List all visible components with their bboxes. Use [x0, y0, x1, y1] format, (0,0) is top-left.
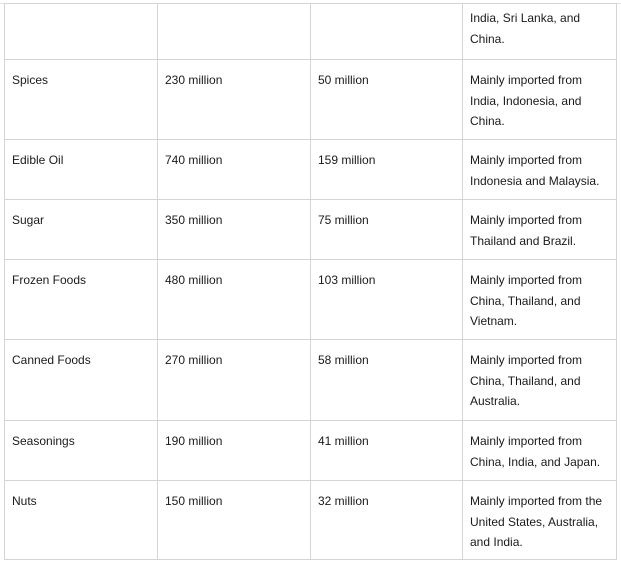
table-row: [5, 200, 617, 260]
value-cell: [311, 4, 463, 60]
value-cell: 41 million: [311, 421, 463, 481]
volume-cell: 350 million: [158, 200, 311, 260]
sources-line: China, Thailand, and: [470, 293, 581, 308]
sources-line: Mainly imported from: [470, 153, 583, 167]
sources-line: Thailand and Brazil.: [470, 233, 577, 248]
category-cell: Seasonings: [5, 421, 158, 481]
sources-line: Indonesia and Malaysia.: [470, 173, 600, 188]
table-row: [5, 340, 617, 421]
category-cell: Spices: [5, 60, 158, 140]
value-cell: 50 million: [311, 60, 463, 140]
table-row: [5, 260, 617, 340]
table-row: [5, 4, 617, 60]
sources-cell: [463, 421, 617, 481]
sources-cell: [463, 481, 617, 560]
category-cell: [5, 4, 158, 60]
volume-cell: 270 million: [158, 340, 311, 421]
table-row: [5, 481, 617, 560]
category-cell: Canned Foods: [5, 340, 158, 421]
sources-line: Mainly imported from: [470, 213, 583, 227]
sources-line: China.: [470, 114, 505, 128]
sources-cell: [463, 260, 617, 340]
volume-cell: 480 million: [158, 260, 311, 340]
sources-line: India, Sri Lanka, and: [470, 11, 581, 25]
value-cell: 32 million: [311, 481, 463, 560]
category-cell: Edible Oil: [5, 140, 158, 200]
table-row: [5, 421, 617, 481]
sources-cell: [463, 340, 617, 421]
sources-line: Mainly imported from: [470, 273, 583, 287]
value-cell: 58 million: [311, 340, 463, 421]
sources-line: China, Thailand, and: [470, 373, 581, 388]
table-row: [5, 60, 617, 140]
volume-cell: [158, 4, 311, 60]
volume-cell: 230 million: [158, 60, 311, 140]
sources-line: Mainly imported from the: [470, 494, 603, 508]
sources-line: Mainly imported from: [470, 73, 583, 87]
sources-line: Australia.: [470, 394, 521, 408]
imports-table: [4, 3, 617, 560]
value-cell: 159 million: [311, 140, 463, 200]
sources-cell: [463, 60, 617, 140]
category-cell: Sugar: [5, 200, 158, 260]
category-cell: Frozen Foods: [5, 260, 158, 340]
sources-line: Vietnam.: [470, 314, 518, 328]
value-cell: 75 million: [311, 200, 463, 260]
table-row: [5, 140, 617, 200]
sources-line: Mainly imported from: [470, 434, 583, 448]
sources-line: India, Indonesia, and: [470, 93, 582, 108]
sources-cell: [463, 4, 617, 60]
sources-line: China.: [470, 31, 505, 46]
sources-line: and India.: [470, 535, 523, 549]
sources-line: Mainly imported from: [470, 353, 583, 367]
volume-cell: 190 million: [158, 421, 311, 481]
sources-cell: [463, 200, 617, 260]
volume-cell: 150 million: [158, 481, 311, 560]
sources-line: United States, Australia,: [470, 514, 599, 529]
volume-cell: 740 million: [158, 140, 311, 200]
category-cell: Nuts: [5, 481, 158, 560]
value-cell: 103 million: [311, 260, 463, 340]
sources-cell: [463, 140, 617, 200]
sources-line: China, India, and Japan.: [470, 454, 601, 469]
imports-table-body: [5, 4, 617, 560]
